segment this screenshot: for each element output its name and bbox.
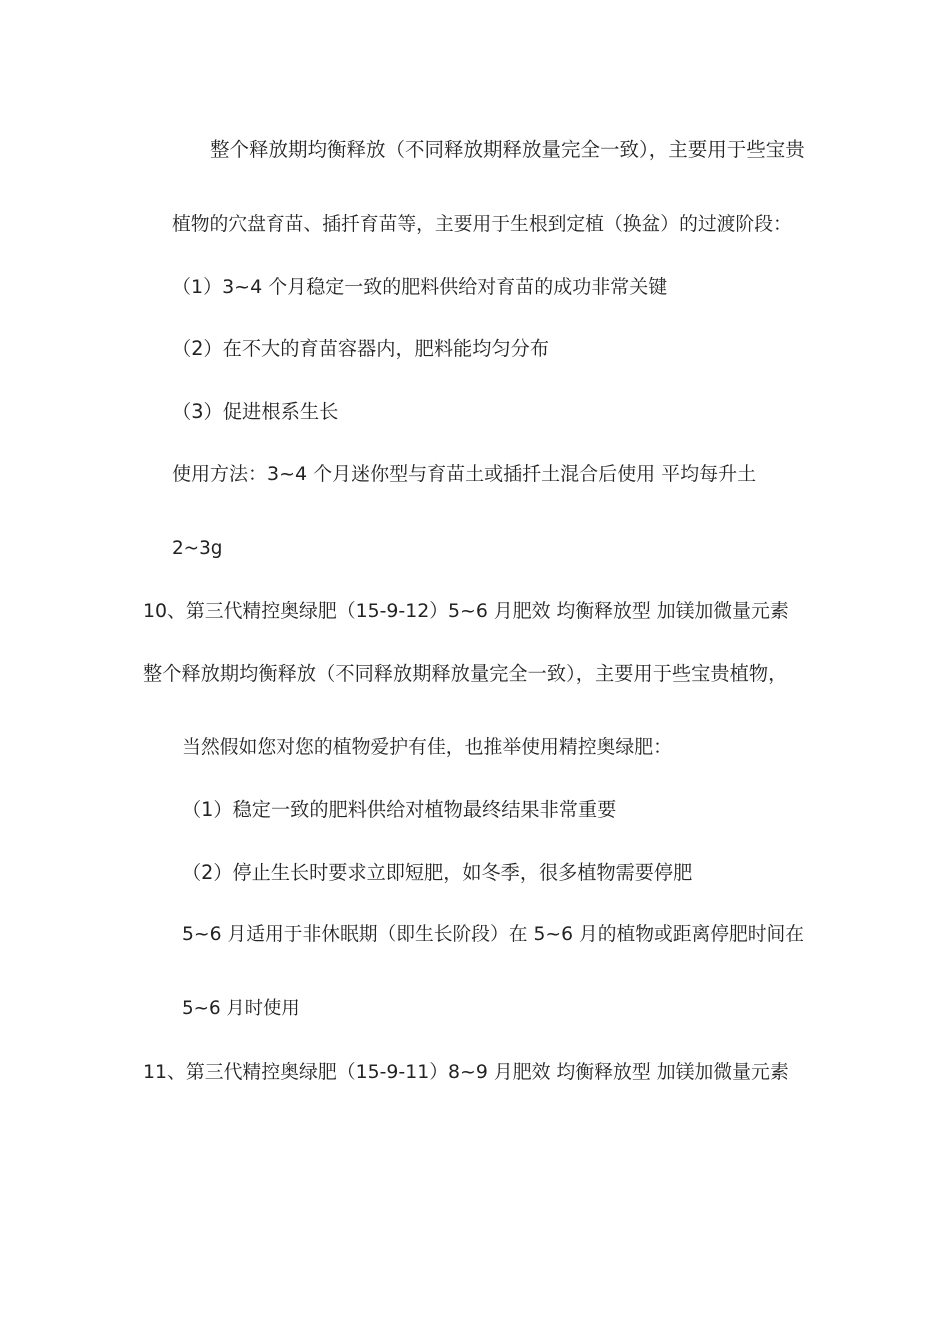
usage-amount: 2~3g — [172, 538, 223, 559]
section-heading-11: 11、第三代精控奥绿肥（15-9-11）8~9 月肥效 均衡释放型 加镁加微量元素 — [143, 1061, 789, 1083]
list-item-3: （3）促进根系生长 — [172, 400, 339, 423]
paragraph-line-4: 当然假如您对您的植物爱护有佳，也推举使用精控奥绿肥： — [182, 737, 672, 758]
paragraph-line-3: 整个释放期均衡释放（不同释放期释放量完全一致），主要用于些宝贵植物， — [143, 662, 788, 685]
list-item-5: （2）停止生长时要求立即短肥，如冬季，很多植物需要停肥 — [182, 861, 693, 884]
section-heading-10: 10、第三代精控奥绿肥（15-9-12）5~6 月肥效 均衡释放型 加镁加微量元素 — [143, 600, 789, 622]
paragraph-line-1: 整个释放期均衡释放（不同释放期释放量完全一致），主要用于些宝贵 — [210, 138, 805, 161]
paragraph-line-6: 5~6 月时使用 — [182, 998, 300, 1019]
list-item-4: （1）稳定一致的肥料供给对植物最终结果非常重要 — [182, 798, 617, 821]
paragraph-line-5: 5~6 月适用于非休眠期（即生长阶段）在 5~6 月的植物或距离停肥时间在 — [182, 924, 805, 945]
list-item-2: （2）在不大的育苗容器内，肥料能均匀分布 — [172, 337, 550, 360]
usage-line: 使用方法：3~4 个月迷你型与育苗土或插扦土混合后使用 平均每升土 — [172, 463, 757, 485]
paragraph-line-2: 植物的穴盘育苗、插扦育苗等，主要用于生根到定植（换盆）的过渡阶段： — [172, 214, 792, 235]
list-item-1: （1）3~4 个月稳定一致的肥料供给对育苗的成功非常关键 — [172, 276, 668, 298]
